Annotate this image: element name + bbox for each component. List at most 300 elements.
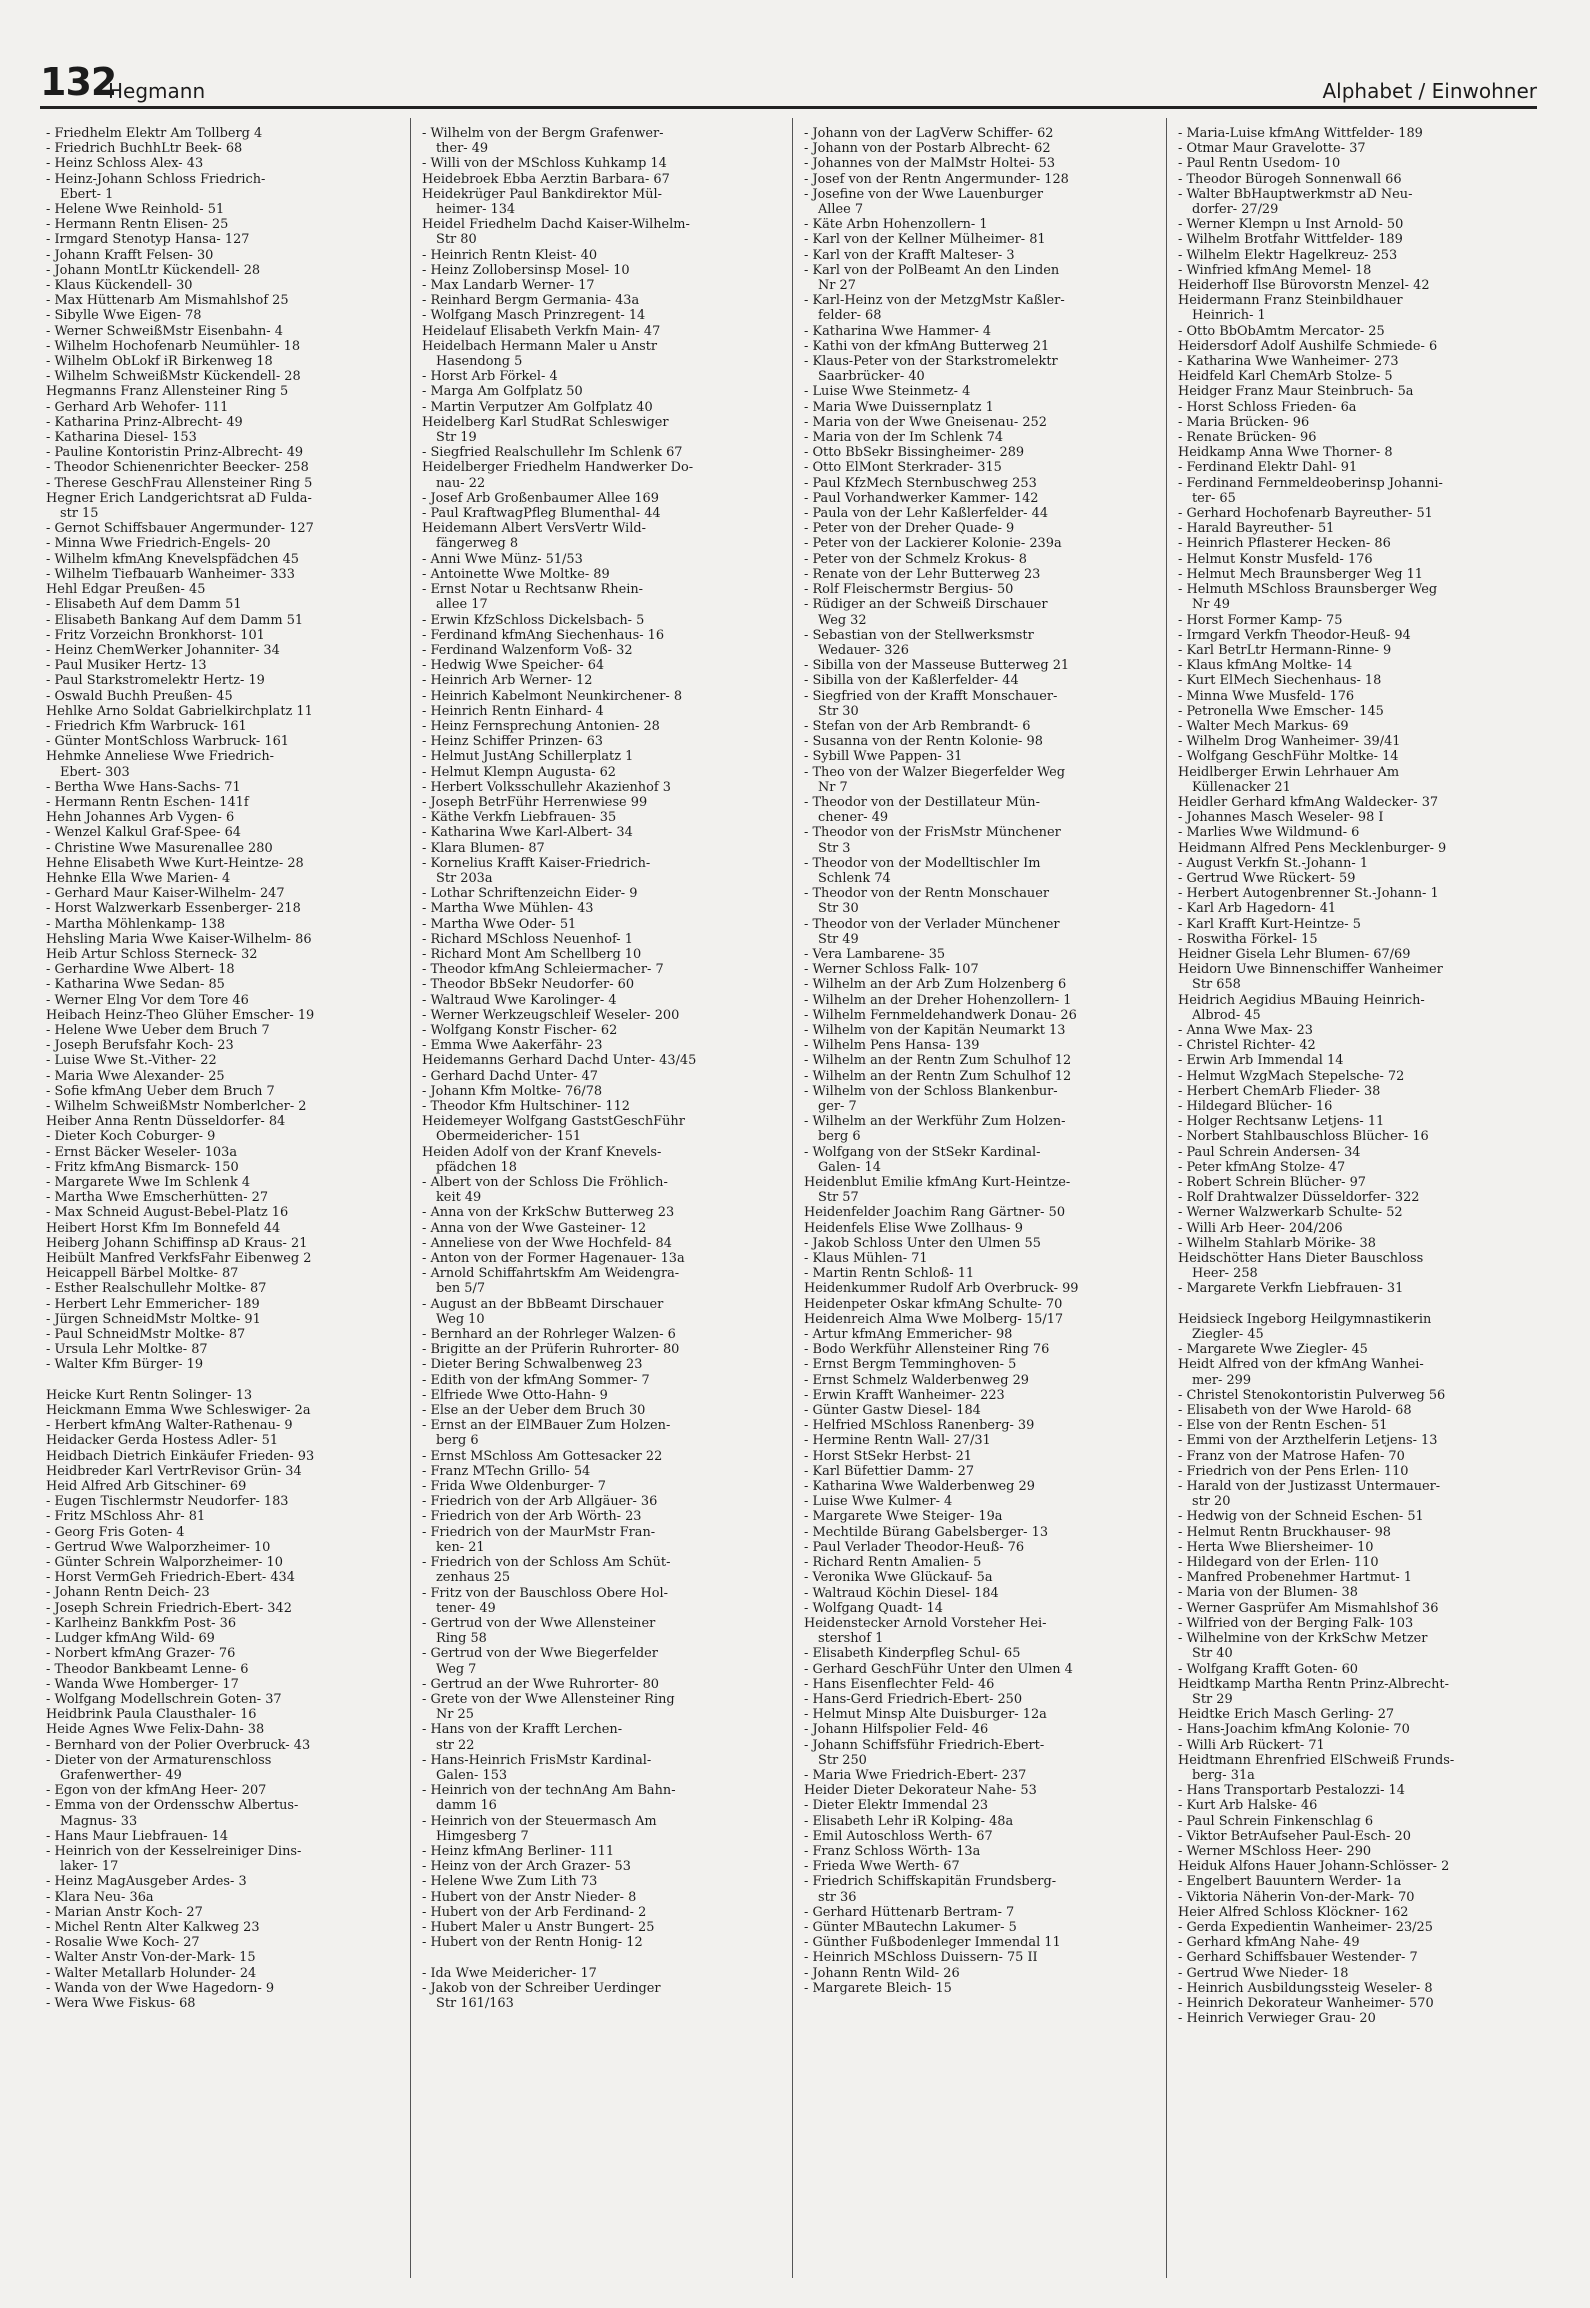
directory-entry: - Margarete Wwe Im Schlenk 4: [46, 1175, 251, 1191]
directory-entry: - Gerhard kfmAng Nahe- 49: [1178, 1935, 1360, 1951]
directory-entry: - Helmuth MSchloss Braunsberger Weg: [1178, 582, 1438, 598]
directory-entry: - Katharina Wwe Wanheimer- 273: [1178, 354, 1399, 370]
directory-entry: - Pauline Kontoristin Prinz-Albrecht- 49: [46, 445, 304, 461]
directory-entry: berg 6: [436, 1433, 479, 1449]
directory-entry: - Helmut Minsp Alte Duisburger- 12a: [804, 1707, 1047, 1723]
directory-entry: - Emmi von der Arzthelferin Letjens- 13: [1178, 1433, 1438, 1449]
directory-entry: Heibült Manfred VerkfsFahr Eibenweg 2: [46, 1251, 312, 1267]
directory-entry: - Artur kfmAng Emmericher- 98: [804, 1327, 1013, 1343]
directory-entry: - Martin Rentn Schloß- 11: [804, 1266, 975, 1282]
directory-entry: - Elisabeth Auf dem Damm 51: [46, 597, 242, 613]
directory-entry: dorfer- 27/29: [1192, 202, 1279, 218]
directory-entry: - Friedrich von der Arb Allgäuer- 36: [422, 1494, 658, 1510]
directory-entry: Nr 27: [818, 278, 856, 294]
directory-entry: - Katharina Diesel- 153: [46, 430, 197, 446]
directory-entry: - Friedrich Schiffskapitän Frundsberg-: [804, 1874, 1057, 1890]
directory-entry: - Rüdiger an der Schweiß Dirschauer: [804, 597, 1048, 613]
directory-entry: - Erwin Krafft Wanheimer- 223: [804, 1387, 1005, 1403]
directory-entry: - Heinz kfmAng Berliner- 111: [422, 1843, 615, 1859]
directory-entry: - Hans-Gerd Friedrich-Ebert- 250: [804, 1691, 1023, 1707]
directory-entry: - Katharina Wwe Sedan- 85: [46, 977, 225, 993]
directory-entry: - Richard MSchloss Neuenhof- 1: [422, 931, 633, 947]
directory-entry: - Karl Büfettier Damm- 27: [804, 1463, 975, 1479]
directory-entry: - Ida Wwe Meidericher- 17: [422, 1965, 597, 1981]
directory-entry: stershof 1: [818, 1631, 884, 1647]
directory-entry: Heidenpeter Oskar kfmAng Schulte- 70: [804, 1296, 1063, 1312]
directory-entry: - Franz von der Matrose Hafen- 70: [1178, 1448, 1405, 1464]
directory-entry: Heibach Heinz-Theo Glüher Emscher- 19: [46, 1007, 315, 1023]
directory-entry: - Horst VermGeh Friedrich-Ebert- 434: [46, 1570, 295, 1586]
directory-entry: - Wilhelm an der Dreher Hohenzollern- 1: [804, 992, 1072, 1008]
directory-entry: - Hubert von der Arb Ferdinand- 2: [422, 1904, 647, 1920]
directory-entry: - Ludger kfmAng Wild- 69: [46, 1631, 215, 1647]
directory-entry: - Hermann Rentn Elisen- 25: [46, 217, 229, 233]
directory-entry: - Peter kfmAng Stolze- 47: [1178, 1159, 1346, 1175]
directory-entry: berg 6: [818, 1129, 861, 1145]
directory-entry: Heidel Friedhelm Dachd Kaiser-Wilhelm-: [422, 217, 690, 233]
directory-entry: - Erwin Arb Immendal 14: [1178, 1053, 1344, 1069]
directory-entry: - Elisabeth von der Wwe Harold- 68: [1178, 1403, 1412, 1419]
directory-entry: Heer- 258: [1192, 1266, 1258, 1282]
directory-entry: - Kornelius Krafft Kaiser-Friedrich-: [422, 855, 651, 871]
directory-entry: - Theodor BbSekr Neudorfer- 60: [422, 977, 635, 993]
directory-entry: Heide Agnes Wwe Felix-Dahn- 38: [46, 1722, 265, 1738]
directory-entry: Str 161/163: [436, 1995, 514, 2011]
directory-entry: - Winfried kfmAng Memel- 18: [1178, 262, 1372, 278]
directory-entry: - Petronella Wwe Emscher- 145: [1178, 703, 1384, 719]
directory-entry: str 22: [436, 1737, 475, 1753]
directory-entry: - Albert von der Schloss Die Fröhlich-: [422, 1175, 668, 1191]
directory-entry: Str 658: [1192, 977, 1241, 993]
directory-entry: - Marian Anstr Koch- 27: [46, 1904, 203, 1920]
directory-entry: - Theodor Kfm Hultschiner- 112: [422, 1099, 630, 1114]
entry-spacer: [422, 1950, 782, 1965]
directory-entry: - Theodor von der Verlader Münchener: [804, 916, 1060, 932]
directory-entry: - Therese GeschFrau Allensteiner Ring 5: [46, 475, 313, 491]
directory-entry: - Günter MontSchloss Warbruck- 161: [46, 734, 289, 750]
directory-entry: - Walter BbHauptwerkmstr aD Neu-: [1178, 186, 1413, 202]
directory-entry: - Johann Rentn Deich- 23: [46, 1585, 210, 1601]
directory-entry: - Kathi von der kfmAng Butterweg 21: [804, 338, 1050, 354]
directory-entry: - Anni Wwe Münz- 51/53: [422, 551, 583, 567]
directory-entry: - Martha Wwe Oder- 51: [422, 916, 577, 932]
directory-entry: Heidkamp Anna Wwe Thorner- 8: [1178, 445, 1393, 461]
directory-entry: - Georg Fris Goten- 4: [46, 1524, 185, 1540]
directory-entry: - Peter von der Lackierer Kolonie- 239a: [804, 536, 1062, 552]
column-divider: [792, 118, 793, 2278]
directory-entry: Heidbreder Karl VertrRevisor Grün- 34: [46, 1463, 302, 1479]
column-divider: [1166, 118, 1167, 2278]
directory-entry: - Antoinette Wwe Moltke- 89: [422, 566, 610, 582]
directory-entry: - Katharina Prinz-Albrecht- 49: [46, 414, 243, 430]
directory-entry: - Esther Realschullehr Moltke- 87: [46, 1281, 267, 1297]
directory-entry: Heidorn Uwe Binnenschiffer Wanheimer: [1178, 962, 1443, 978]
directory-entry: Heidsieck Ingeborg Heilgymnastikerin: [1178, 1311, 1432, 1327]
directory-entry: - Sibilla von der Masseuse Butterweg 21: [804, 658, 1070, 674]
directory-entry: - Martha Wwe Emscherhütten- 27: [46, 1190, 269, 1206]
directory-entry: - Heinrich Dekorateur Wanheimer- 570: [1178, 1995, 1434, 2011]
directory-entry: - Käthe Verkfn Liebfrauen- 35: [422, 810, 617, 826]
directory-entry: - Friedrich Kfm Warbruck- 161: [46, 718, 247, 734]
directory-entry: - Viktor BetrAufseher Paul-Esch- 20: [1178, 1828, 1411, 1844]
directory-entry: - Christel Stenokontoristin Pulverweg 56: [1178, 1387, 1446, 1403]
directory-entry: - Heinrich Rentn Einhard- 4: [422, 703, 604, 719]
directory-entry: - Klaus Kückendell- 30: [46, 278, 193, 294]
directory-entry: felder- 68: [818, 308, 882, 324]
directory-entry: Ziegler- 45: [1192, 1327, 1264, 1343]
directory-entry: Heicappell Bärbel Moltke- 87: [46, 1266, 239, 1282]
directory-entry: Str 57: [818, 1190, 859, 1206]
directory-entry: str 36: [818, 1889, 857, 1905]
directory-entry: - Jakob Schloss Unter den Ulmen 55: [804, 1235, 1041, 1251]
directory-entry: - Manfred Probenehmer Hartmut- 1: [1178, 1570, 1413, 1586]
directory-entry: - Wilhelm Hochofenarb Neumühler- 18: [46, 338, 301, 354]
directory-entry: ben 5/7: [436, 1281, 486, 1297]
directory-entry: Allee 7: [818, 202, 864, 218]
directory-entry: - Theodor von der FrisMstr Münchener: [804, 825, 1061, 841]
directory-entry: - Wolfgang Modellschrein Goten- 37: [46, 1691, 282, 1707]
directory-entry: - Hans Eisenflechter Feld- 46: [804, 1676, 995, 1692]
directory-entry: - Hans-Joachim kfmAng Kolonie- 70: [1178, 1722, 1410, 1738]
directory-entry: - August Verkfn St.-Johann- 1: [1178, 855, 1369, 871]
directory-entry: - Renate Brücken- 96: [1178, 430, 1317, 446]
directory-entry: - Johannes von der MalMstr Holtei- 53: [804, 156, 1056, 172]
directory-entry: chener- 49: [818, 810, 889, 826]
directory-entry: - Ernst MSchloss Am Gottesacker 22: [422, 1448, 663, 1464]
directory-entry: - Theodor von der Destillateur Mün-: [804, 794, 1040, 810]
directory-entry: - Bernhard an der Rohrleger Walzen- 6: [422, 1327, 676, 1343]
directory-entry: - Helene Wwe Zum Lith 73: [422, 1874, 598, 1890]
directory-entry: - Walter Metallarb Holunder- 24: [46, 1965, 257, 1981]
directory-entry: - Christine Wwe Masurenallee 280: [46, 840, 273, 856]
directory-entry: Heidelberg Karl StudRat Schleswiger: [422, 414, 669, 430]
directory-entry: - Michel Rentn Alter Kalkweg 23: [46, 1919, 260, 1935]
directory-entry: - Peter von der Schmelz Krokus- 8: [804, 551, 1027, 567]
directory-entry: - Ferdinand Elektr Dahl- 91: [1178, 460, 1358, 476]
directory-entry: Heidenkummer Rudolf Arb Overbruck- 99: [804, 1281, 1079, 1297]
directory-entry: tener- 49: [436, 1600, 496, 1616]
directory-entry: Magnus- 33: [60, 1813, 138, 1829]
directory-entry: - Wilfried von der Berging Falk- 103: [1178, 1615, 1414, 1631]
directory-entry: - Werner SchweißMstr Eisenbahn- 4: [46, 323, 283, 339]
directory-entry: Heidemanns Gerhard Dachd Unter- 43/45: [422, 1053, 697, 1069]
directory-entry: - Gerhardine Wwe Albert- 18: [46, 962, 235, 978]
directory-entry: - Hans von der Krafft Lerchen-: [422, 1722, 623, 1738]
directory-entry: Heiber Anna Rentn Düsseldorfer- 84: [46, 1114, 286, 1130]
directory-entry: - Günter Schrein Walporzheimer- 10: [46, 1555, 283, 1571]
directory-entry: - Jürgen SchneidMstr Moltke- 91: [46, 1311, 261, 1327]
directory-entry: - Oswald Buchh Preußen- 45: [46, 688, 233, 704]
directory-entry: - Elisabeth Lehr iR Kolping- 48a: [804, 1813, 1014, 1829]
directory-entry: ger- 7: [818, 1099, 857, 1114]
directory-entry: - Gertrud Wwe Rückert- 59: [1178, 870, 1356, 886]
directory-entry: Heinrich- 1: [1192, 308, 1266, 324]
directory-entry: - Marlies Wwe Wildmund- 6: [1178, 825, 1360, 841]
directory-entry: - Heinz MagAusgeber Ardes- 3: [46, 1874, 247, 1890]
directory-entry: Albrod- 45: [1192, 1007, 1261, 1023]
directory-entry: - Richard Mont Am Schellberg 10: [422, 946, 642, 962]
directory-entry: - Helfried MSchloss Ranenberg- 39: [804, 1418, 1035, 1434]
directory-entry: - Maria Brücken- 96: [1178, 414, 1310, 430]
directory-entry: - Horst StSekr Herbst- 21: [804, 1448, 972, 1464]
directory-entry: heimer- 134: [436, 202, 516, 218]
directory-entry: Heidenreich Alma Wwe Molberg- 15/17: [804, 1311, 1064, 1327]
directory-entry: Heib Artur Schloss Sterneck- 32: [46, 946, 258, 962]
directory-entry: - Herbert Lehr Emmericher- 189: [46, 1296, 260, 1312]
directory-entry: - Engelbert Bauuntern Werder- 1a: [1178, 1874, 1402, 1890]
directory-entry: - Grete von der Wwe Allensteiner Ring: [422, 1691, 675, 1707]
directory-entry: - Josef Arb Großenbaumer Allee 169: [422, 490, 659, 506]
directory-entry: - Richard Rentn Amalien- 5: [804, 1555, 982, 1571]
directory-entry: Heiden Adolf von der Kranf Knevels-: [422, 1144, 662, 1160]
directory-entry: Str 19: [436, 430, 477, 446]
directory-entry: - Emma von der Ordensschw Albertus-: [46, 1798, 299, 1814]
directory-entry: Heidebroek Ebba Aerztin Barbara- 67: [422, 171, 670, 187]
directory-entry: Hehl Edgar Preußen- 45: [46, 582, 206, 598]
directory-entry: - Wilhelm SchweißMstr Kückendell- 28: [46, 369, 301, 385]
directory-entry: - Heinz Fernsprechung Antonien- 28: [422, 718, 660, 734]
directory-entry: - Otto BbSekr Bissingheimer- 289: [804, 445, 1025, 461]
directory-entry: - Fritz kfmAng Bismarck- 150: [46, 1159, 239, 1175]
directory-entry: Heidemann Albert VersVertr Wild-: [422, 521, 646, 537]
directory-entry: - Johann Hilfspolier Feld- 46: [804, 1722, 989, 1738]
directory-entry: - Wolfgang Krafft Goten- 60: [1178, 1661, 1359, 1677]
directory-entry: - Theo von der Walzer Biegerfelder Weg: [804, 764, 1066, 780]
directory-entry: - Friedrich BuchhLtr Beek- 68: [46, 141, 243, 157]
directory-entry: - Max Schneid August-Bebel-Platz 16: [46, 1205, 289, 1221]
entry-spacer: [1178, 1297, 1538, 1312]
directory-entry: - Lothar Schriftenzeichn Eider- 9: [422, 886, 638, 902]
directory-entry: - Edith von der kfmAng Sommer- 7: [422, 1372, 650, 1388]
directory-entry: - Gernot Schiffsbauer Angermunder- 127: [46, 521, 314, 537]
directory-entry: - Gertrud Wwe Walporzheimer- 10: [46, 1539, 271, 1555]
directory-entry: - Willi Arb Heer- 204/206: [1178, 1220, 1343, 1236]
directory-entry: - Margarete Verkfn Liebfrauen- 31: [1178, 1281, 1404, 1297]
directory-entry: - Wilhelm Pens Hansa- 139: [804, 1038, 980, 1054]
directory-entry: - Gerhard Hochofenarb Bayreuther- 51: [1178, 506, 1433, 522]
directory-entry: - Josefine von der Wwe Lauenburger: [804, 186, 1044, 202]
directory-entry: ken- 21: [436, 1539, 485, 1555]
directory-entry: - Sybill Wwe Pappen- 31: [804, 749, 963, 765]
directory-entry: - Martin Verputzer Am Golfplatz 40: [422, 399, 653, 415]
directory-entry: - Klaus-Peter von der Starkstromelektr: [804, 354, 1058, 370]
directory-entry: - Irmgard Stenotyp Hansa- 127: [46, 232, 250, 248]
running-head-name: Hegmann: [108, 79, 206, 103]
directory-entry: Heidenfelder Joachim Rang Gärtner- 50: [804, 1205, 1066, 1221]
directory-entry: - Heinz Schloss Alex- 43: [46, 156, 204, 172]
directory-entry: Heider Dieter Dekorateur Nahe- 53: [804, 1783, 1037, 1799]
directory-entry: - Wilhelmine von der KrkSchw Metzer: [1178, 1631, 1428, 1647]
directory-entry: - Martha Möhlenkamp- 138: [46, 916, 226, 932]
directory-entry: - Helmut Konstr Musfeld- 176: [1178, 551, 1373, 567]
directory-entry: - Horst Walzwerkarb Essenberger- 218: [46, 901, 301, 917]
directory-entry: - Martha Wwe Mühlen- 43: [422, 901, 594, 917]
directory-entry: - Veronika Wwe Glückauf- 5a: [804, 1570, 993, 1586]
directory-entry: - Werner Elng Vor dem Tore 46: [46, 992, 249, 1008]
directory-entry: - Johann Kfm Moltke- 76/78: [422, 1083, 603, 1099]
directory-entry: - Klara Neu- 36a: [46, 1889, 154, 1905]
directory-entry: Ebert- 1: [60, 186, 114, 202]
page-header: [40, 60, 1537, 109]
directory-entry: - Holger Rechtsanw Letjens- 11: [1178, 1114, 1385, 1130]
directory-entry: - Heinrich Verwieger Grau- 20: [1178, 2011, 1376, 2027]
directory-entry: - Stefan von der Arb Rembrandt- 6: [804, 718, 1031, 734]
directory-entry: Heidelberger Friedhelm Handwerker Do-: [422, 460, 694, 476]
directory-entry: Hasendong 5: [436, 354, 523, 370]
directory-entry: - Josef von der Rentn Angermunder- 128: [804, 171, 1069, 187]
directory-entry: Heidersdorf Adolf Aushilfe Schmiede- 6: [1178, 338, 1438, 354]
directory-entry: Weg 7: [436, 1661, 477, 1677]
directory-entry: - Werner Gasprüfer Am Mismahlshof 36: [1178, 1600, 1439, 1616]
directory-entry: - Johannes Masch Weseler- 98 I: [1178, 810, 1384, 826]
directory-entry: - Karl von der PolBeamt An den Linden: [804, 262, 1060, 278]
directory-entry: - Elfriede Wwe Otto-Hahn- 9: [422, 1387, 608, 1403]
directory-entry: - Paul Vorhandwerker Kammer- 142: [804, 490, 1039, 506]
directory-entry: - Paul Starkstromelektr Hertz- 19: [46, 673, 265, 689]
directory-entry: - Gerhard Arb Wehofer- 111: [46, 399, 229, 415]
directory-entry: - Franz Schloss Wörth- 13a: [804, 1843, 981, 1859]
directory-entry: - Kurt ElMech Siechenhaus- 18: [1178, 673, 1382, 689]
directory-entry: - Willi von der MSchloss Kuhkamp 14: [422, 156, 667, 172]
directory-entry: - Theodor von der Modelltischler Im: [804, 855, 1041, 871]
directory-entry: - Mechtilde Bürang Gabelsberger- 13: [804, 1524, 1049, 1540]
directory-entry: Heidmann Alfred Pens Mecklenburger- 9: [1178, 840, 1447, 856]
directory-entry: - Werner Werkzeugschleif Weseler- 200: [422, 1007, 680, 1023]
directory-entry: - Paula von der Lehr Kaßlerfelder- 44: [804, 506, 1049, 522]
directory-entry: - Willi Arb Rückert- 71: [1178, 1737, 1325, 1753]
directory-entry: - Maria Wwe Alexander- 25: [46, 1068, 225, 1084]
directory-entry: Heid Alfred Arb Gitschiner- 69: [46, 1479, 247, 1495]
directory-entry: Str 80: [436, 232, 477, 248]
directory-entry: Str 250: [818, 1752, 867, 1768]
directory-entry: Heidlberger Erwin Lehrhauer Am: [1178, 764, 1400, 780]
directory-entry: - Paul Musiker Hertz- 13: [46, 658, 207, 674]
directory-column-4: [1178, 126, 1538, 2276]
directory-entry: Heiberg Johann Schiffinsp aD Kraus- 21: [46, 1235, 308, 1251]
directory-entry: - Joseph BetrFühr Herrenwiese 99: [422, 794, 648, 810]
directory-entry: - Marga Am Golfplatz 50: [422, 384, 583, 400]
directory-entry: Heidschötter Hans Dieter Bauschloss: [1178, 1251, 1424, 1267]
directory-entry: berg- 31a: [1192, 1767, 1255, 1783]
directory-entry: - Karl von der Krafft Malteser- 3: [804, 247, 1015, 263]
directory-entry: - Gerhard Schiffsbauer Westender- 7: [1178, 1950, 1418, 1966]
directory-entry: - Johann Krafft Felsen- 30: [46, 247, 214, 263]
directory-entry: - Else von der Rentn Eschen- 51: [1178, 1418, 1388, 1434]
directory-entry: Hehnke Ella Wwe Marien- 4: [46, 870, 231, 886]
directory-entry: - Joseph Berufsfahr Koch- 23: [46, 1038, 234, 1054]
directory-entry: - Hedwig Wwe Speicher- 64: [422, 658, 605, 674]
directory-entry: Nr 49: [1192, 597, 1230, 613]
directory-entry: - Friedrich von der Arb Wörth- 23: [422, 1509, 642, 1525]
directory-entry: Hehsling Maria Wwe Kaiser-Wilhelm- 86: [46, 931, 312, 947]
directory-entry: - Wilhelm an der Werkführ Zum Holzen-: [804, 1114, 1066, 1130]
directory-entry: - Günter Gastw Diesel- 184: [804, 1403, 981, 1419]
directory-entry: - Wilhelm an der Rentn Zum Schulhof 12: [804, 1053, 1072, 1069]
directory-entry: - Minna Wwe Musfeld- 176: [1178, 688, 1355, 704]
directory-entry: Heidtke Erich Masch Gerling- 27: [1178, 1707, 1395, 1723]
directory-entry: laker- 17: [60, 1859, 119, 1875]
directory-entry: Saarbrücker- 40: [818, 369, 925, 385]
directory-entry: - Wilhelm Elektr Hagelkreuz- 253: [1178, 247, 1398, 263]
directory-entry: - Johann MontLtr Kückendell- 28: [46, 262, 261, 278]
directory-column-2: [422, 126, 782, 2276]
directory-entry: - Friedrich von der MaurMstr Fran-: [422, 1524, 656, 1540]
directory-entry: - Sofie kfmAng Ueber dem Bruch 7: [46, 1083, 275, 1099]
directory-entry: - Wilhelm von der Kapitän Neumarkt 13: [804, 1022, 1066, 1038]
directory-entry: - Erwin KfzSchloss Dickelsbach- 5: [422, 612, 645, 628]
directory-entry: - Walter Kfm Bürger- 19: [46, 1357, 204, 1373]
directory-entry: - Karl Krafft Kurt-Heintze- 5: [1178, 916, 1361, 932]
directory-entry: - Johann von der LagVerw Schiffer- 62: [804, 126, 1054, 141]
directory-entry: - Maria von der Wwe Gneisenau- 252: [804, 414, 1047, 430]
directory-entry: - Ernst Bergm Temminghoven- 5: [804, 1357, 1017, 1373]
directory-entry: - Maria von der Blumen- 38: [1178, 1585, 1358, 1601]
directory-entry: - Siegfried von der Krafft Monschauer-: [804, 688, 1058, 704]
directory-entry: Heidacker Gerda Hostess Adler- 51: [46, 1433, 279, 1449]
directory-entry: - Renate von der Lehr Butterweg 23: [804, 566, 1041, 582]
directory-entry: - Margarete Wwe Ziegler- 45: [1178, 1342, 1368, 1358]
directory-entry: - Wilhelm von der Schloss Blankenbur-: [804, 1083, 1058, 1099]
directory-entry: Nr 7: [818, 779, 848, 795]
directory-column-1: [46, 126, 406, 2276]
directory-entry: - Else an der Ueber dem Bruch 30: [422, 1403, 646, 1419]
directory-entry: - Heinrich Pflasterer Hecken- 86: [1178, 536, 1391, 552]
directory-entry: - Johann von der Postarb Albrecht- 62: [804, 141, 1051, 157]
directory-entry: - Herbert kfmAng Walter-Rathenau- 9: [46, 1418, 293, 1434]
directory-entry: Hehne Elisabeth Wwe Kurt-Heintze- 28: [46, 855, 304, 871]
directory-entry: - Wilhelm kfmAng Knevelspfädchen 45: [46, 551, 299, 567]
directory-entry: - Hans Transportarb Pestalozzi- 14: [1178, 1783, 1405, 1799]
directory-entry: - Irmgard Verkfn Theodor-Heuß- 94: [1178, 627, 1411, 643]
directory-entry: damm 16: [436, 1798, 497, 1814]
directory-entry: - Karl Arb Hagedorn- 41: [1178, 901, 1337, 917]
directory-entry: - Heinz ChemWerker Johanniter- 34: [46, 642, 280, 658]
directory-entry: - Heinrich Ausbildungssteig Weseler- 8: [1178, 1980, 1433, 1996]
directory-entry: - Gerhard Dachd Unter- 47: [422, 1068, 598, 1084]
directory-entry: - Christel Richter- 42: [1178, 1038, 1316, 1054]
directory-entry: - Katharina Wwe Karl-Albert- 34: [422, 825, 633, 841]
directory-entry: - Gertrud an der Wwe Ruhrorter- 80: [422, 1676, 659, 1692]
directory-entry: - Luise Wwe St.-Vither- 22: [46, 1053, 217, 1069]
directory-entry: - Herta Wwe Bliersheimer- 10: [1178, 1539, 1374, 1555]
directory-entry: Hehmke Anneliese Wwe Friedrich-: [46, 749, 274, 765]
directory-entry: - Gerhard Maur Kaiser-Wilhelm- 247: [46, 886, 285, 902]
directory-entry: - Hermann Rentn Eschen- 141f: [46, 794, 249, 810]
directory-entry: ter- 65: [1192, 490, 1236, 506]
directory-entry: fängerweg 8: [436, 536, 519, 552]
directory-entry: - Gertrud von der Wwe Allensteiner: [422, 1615, 656, 1631]
directory-entry: - Heinz-Johann Schloss Friedrich-: [46, 171, 266, 187]
directory-entry: allee 17: [436, 597, 488, 613]
directory-entry: - Klara Blumen- 87: [422, 840, 545, 856]
directory-entry: - Paul SchneidMstr Moltke- 87: [46, 1327, 246, 1343]
directory-entry: Heidelbach Hermann Maler u Anstr: [422, 338, 658, 354]
directory-entry: - Wolfgang Konstr Fischer- 62: [422, 1022, 618, 1038]
directory-entry: - Ursula Lehr Moltke- 87: [46, 1342, 208, 1358]
directory-entry: - Wilhelm Drog Wanheimer- 39/41: [1178, 734, 1401, 750]
directory-entry: - Horst Arb Förkel- 4: [422, 369, 558, 385]
directory-entry: - Katharina Wwe Hammer- 4: [804, 323, 992, 339]
directory-entry: Hegmanns Franz Allensteiner Ring 5: [46, 384, 289, 400]
directory-entry: - Sibylle Wwe Eigen- 78: [46, 308, 202, 324]
directory-entry: - Fritz von der Bauschloss Obere Hol-: [422, 1585, 668, 1601]
directory-entry: - Hans-Heinrich FrisMstr Kardinal-: [422, 1752, 652, 1768]
directory-entry: - Theodor Schienenrichter Beecker- 258: [46, 460, 309, 476]
directory-entry: Str 29: [1192, 1691, 1233, 1707]
directory-entry: - Rolf Fleischermstr Bergius- 50: [804, 582, 1014, 598]
directory-entry: - Paul KfzMech Sternbuschweg 253: [804, 475, 1037, 491]
directory-entry: Wedauer- 326: [818, 642, 909, 658]
